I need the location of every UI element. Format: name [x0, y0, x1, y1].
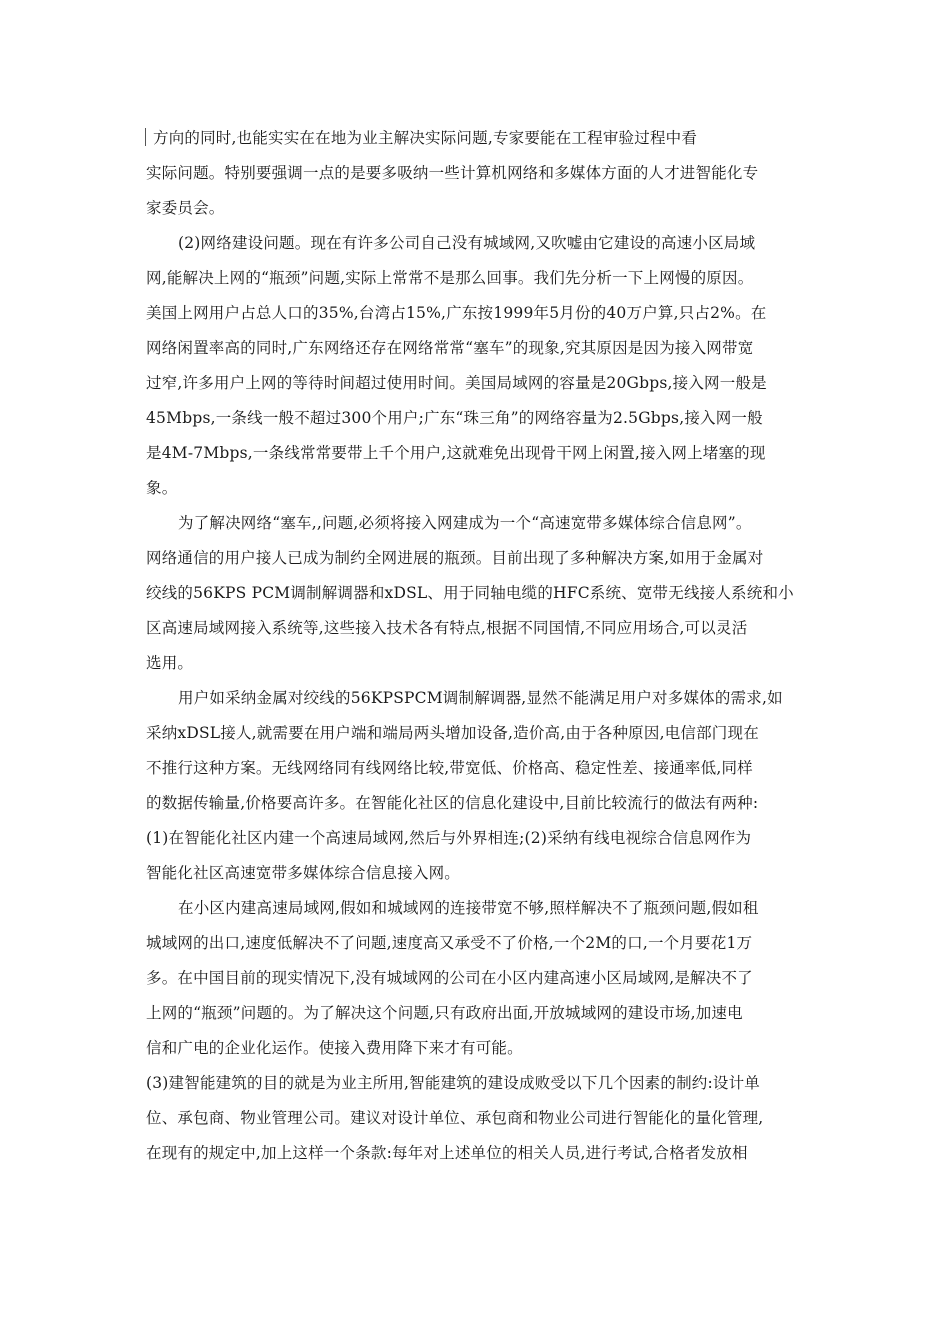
text-line: 智能化社区高速宽带多媒体综合信息接入网。 — [146, 864, 461, 882]
paragraph-start-line: 用户如采纳金属对绞线的56KPSPCM调制解调器,显然不能满足用户对多媒体的需求,如 — [178, 689, 783, 707]
text-line: 位、承包商、物业管理公司。建议对设计单位、承包商和物业公司进行智能化的量化管理, — [146, 1109, 764, 1127]
text-line: 的数据传输量,价格要高许多。在智能化社区的信息化建设中,目前比较流行的做法有两种: — [146, 794, 759, 812]
text-cursor-mark — [145, 128, 146, 146]
text-line: 象。 — [146, 479, 178, 497]
text-line: 45Mbps,一条线一般不超过300个用户;广东“珠三角”的网络容量为2.5Gbps,接入网一般 — [146, 409, 763, 427]
paragraph-start-line: (2)网络建设问题。现在有许多公司自己没有城域网,又吹嘘由它建设的高速小区局域 — [178, 234, 756, 252]
text-line: 实际问题。特别要强调一点的是要多吸纳一些计算机网络和多媒体方面的人才进智能化专 — [146, 164, 759, 182]
text-line: 是4M-7Mbps,一条线常常要带上千个用户,这就难免出现骨干网上闲置,接入网上堵塞的现 — [146, 444, 766, 462]
text-line: 网络闲置率高的同时,广东网络还存在网络常常“塞车”的现象,究其原因是因为接入网带宽 — [146, 339, 754, 357]
text-line: 美国上网用户占总人口的35%,台湾占15%,广东按1999年5月份的40万户算,只占2%。在 — [146, 304, 767, 322]
text-line: 网,能解决上网的“瓶颈”问题,实际上常常不是那么回事。我们先分析一下上网慢的原因。 — [146, 269, 754, 287]
text-line: 区高速局域网接入系统等,这些接入技术各有特点,根据不同国情,不同应用场合,可以灵活 — [146, 619, 748, 637]
text-line: 选用。 — [146, 654, 194, 672]
text-line: (1)在智能化社区内建一个高速局域网,然后与外界相连;(2)采纳有线电视综合信息网作为 — [146, 829, 752, 847]
text-line: 城域网的出口,速度低解决不了问题,速度高又承受不了价格,一个2M的口,一个月要花1万 — [146, 934, 753, 952]
text-line: 方向的同时,也能实实在在地为业主解决实际问题,专家要能在工程审验过程中看 — [153, 129, 698, 147]
paragraph-start-line: 为了解决网络“塞车,,问题,必须将接入网建成为一个“高速宽带多媒体综合信息网”。 — [178, 514, 752, 532]
text-line: 在现有的规定中,加上这样一个条款:每年对上述单位的相关人员,进行考试,合格者发放相 — [146, 1144, 748, 1162]
text-line: 多。在中国目前的现实情况下,没有城域网的公司在小区内建高速小区局域网,是解决不了 — [146, 969, 753, 987]
text-line: 不推行这种方案。无线网络同有线网络比较,带宽低、价格高、稳定性差、接通率低,同样 — [146, 759, 753, 777]
text-line: (3)建智能建筑的目的就是为业主所用,智能建筑的建设成败受以下几个因素的制约:设计单 — [146, 1074, 761, 1092]
text-line: 绞线的56KPS PCM调制解调器和xDSL、用于同轴电缆的HFC系统、宽带无线接人系统和小 — [146, 584, 794, 602]
text-line: 过窄,许多用户上网的等待时间超过使用时间。美国局域网的容量是20Gbps,接入网一般是 — [146, 374, 767, 392]
text-line: 家委员会。 — [146, 199, 225, 217]
text-line: 上网的“瓶颈”问题的。为了解决这个问题,只有政府出面,开放城域网的建设市场,加速电 — [146, 1004, 743, 1022]
paragraph-start-line: 在小区内建高速局域网,假如和城域网的连接带宽不够,照样解决不了瓶颈问题,假如租 — [178, 899, 759, 917]
text-line: 信和广电的企业化运作。使接入费用降下来才有可能。 — [146, 1039, 523, 1057]
text-line: 网络通信的用户接人已成为制约全网进展的瓶颈。目前出现了多种解决方案,如用于金属对 — [146, 549, 764, 567]
text-line: 采纳xDSL接人,就需要在用户端和端局两头增加设备,造价高,由于各种原因,电信部门现在 — [146, 724, 759, 742]
